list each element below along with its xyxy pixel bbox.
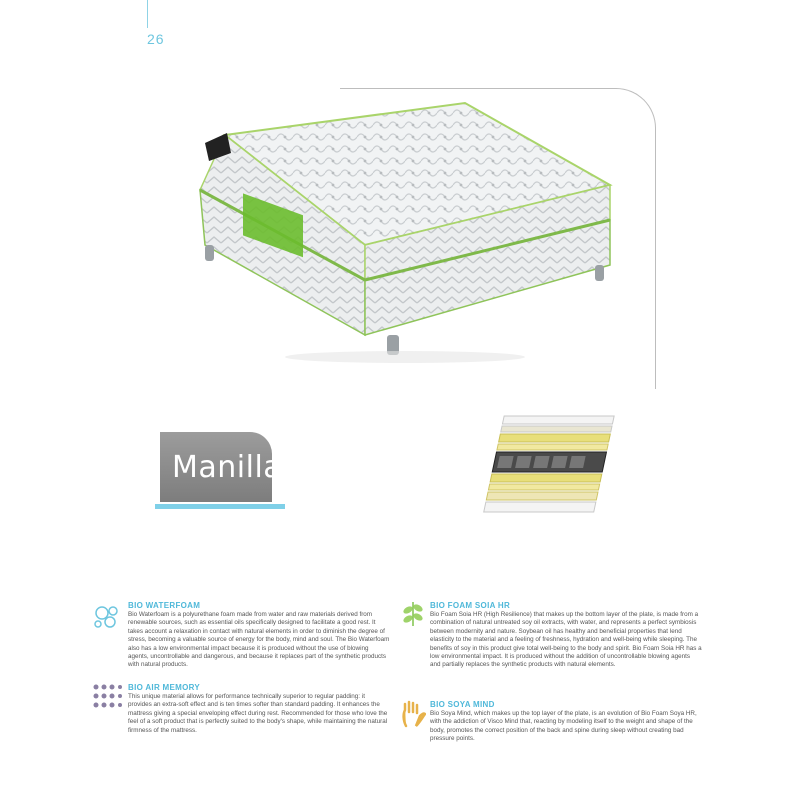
feature-title: BIO FOAM SOIA HR: [430, 601, 511, 610]
mattress-image: [165, 95, 635, 385]
feature-text: Bio Waterfoam is a polyurethane foam made from water and raw materials derived from renewable sources, such as essential oils specifically designed to facilitate a good rest. It takes account a relaxation in contact with natural elements in order to diminish the degree of stress, becoming a valuable source of energy for the body, mind and soul. The Bio Waterfoam also has a low environmental impact because it is produced without the use of blowing agents, uncontrollable and dangerous, and because it replaces part of the synthetic products with natural products.: [128, 611, 390, 669]
water-bubbles-icon: [92, 603, 122, 631]
feature-title: BIO WATERFOAM: [128, 601, 201, 610]
feature-bio-soya-mind: [430, 700, 702, 744]
feature-bio-air-memory: [128, 683, 390, 735]
air-dots-icon: [92, 683, 122, 709]
hand-icon: [400, 700, 426, 728]
page-number-rule: [147, 0, 148, 28]
product-name: Manilla: [172, 450, 283, 485]
feature-title: BIO AIR MEMORY: [128, 683, 201, 692]
mattress-layers-image: [475, 412, 625, 532]
feature-bio-foam-soia-hr: [430, 601, 702, 670]
feature-text: Bio Foam Soia HR (High Resilience) that makes up the bottom layer of the plate, is made from a combination of natural untreated soy oil extracts, with water, and represents a perfect symbiosis between modernity and nature. Soybean oil has healthy and beneficial properties that lend elasticity to the material and a feeling of freshness, hydration and well-being while sleeping. The benefits of soy in this product give total well-being to the body and spirit. Bio Foam Soia HR has a low environmental impact. It is produced without the addition of uncontrollable blowing agents and partially replaces the synthetic products with natural elements.: [430, 611, 702, 669]
feature-text: This unique material allows for performance technically superior to regular padding: it provides an extra-soft effect and is ten times softer than standard padding. It enhances the mattress giving a special enveloping effect during rest. Recommended for those who love the feel of a soft product that is perfectly suited to the body's shape, while maintaining the natural firmness of the mattress.: [128, 693, 388, 734]
product-name-underline: [155, 504, 285, 509]
feature-text: Bio Soya Mind, which makes up the top layer of the plate, is an evolution of Bio Foam Soya HR, with the addiction of Visco Mind that, reacting by modeling itself to the weight and shape of the body, promotes the correct position of the back and spine during sleep without creating bad pressure points.: [430, 710, 697, 743]
feature-title: BIO SOYA MIND: [430, 700, 495, 709]
page-number: 26: [147, 31, 165, 47]
soy-leaf-icon: [400, 598, 426, 628]
feature-bio-waterfoam: [128, 601, 390, 670]
